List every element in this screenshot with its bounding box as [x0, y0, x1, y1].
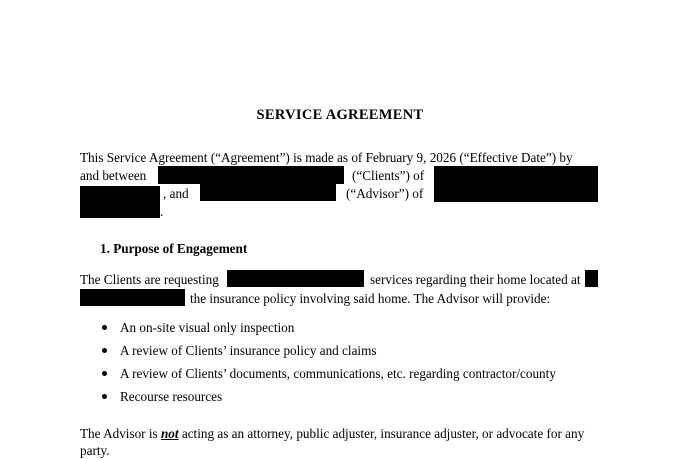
- redacted-home-address-cont: [80, 289, 185, 306]
- bullet-icon: [102, 394, 107, 399]
- purpose-text-part1: The Clients are requesting: [80, 272, 219, 287]
- intro-line-1: This Service Agreement (“Agreement”) is made as of February 9, 2026 (“Effective Date”) by: [80, 150, 573, 165]
- redacted-service-type: [227, 270, 364, 287]
- purpose-text-part2: services regarding their home located at: [370, 272, 581, 287]
- closing-line-2: party.: [80, 443, 110, 458]
- redacted-clients-address: [434, 166, 598, 202]
- intro-advisor-of: (“Advisor”) of: [346, 186, 424, 201]
- document-title: SERVICE AGREEMENT: [256, 107, 424, 123]
- intro-period: .: [160, 204, 164, 219]
- intro-and-between: and between: [80, 168, 147, 183]
- redacted-home-address: [585, 270, 598, 287]
- redacted-advisor-name: [200, 184, 336, 201]
- bullet-icon: [102, 325, 107, 330]
- closing-not-emphasis: not: [160, 426, 179, 441]
- intro-comma-and: , and: [163, 186, 189, 201]
- section-heading-purpose: 1. Purpose of Engagement: [100, 241, 248, 256]
- bullet-icon: [102, 348, 107, 353]
- purpose-text-part3: the insurance policy involving said home. The Advisor will provide:: [190, 291, 551, 306]
- closing-line-1: [80, 426, 584, 442]
- list-item-text: Recourse resources: [120, 389, 223, 404]
- bullet-icon: [102, 371, 107, 376]
- closing-suffix: acting as an attorney, public adjuster, insurance adjuster, or advocate for any: [181, 426, 585, 441]
- redacted-clients-name: [158, 166, 344, 184]
- intro-clients-of: (“Clients”) of: [352, 168, 425, 183]
- closing-prefix: The Advisor is: [80, 426, 158, 441]
- list-item-text: A review of Clients’ insurance policy and claims: [120, 343, 377, 358]
- redacted-clients-address-cont: [80, 186, 160, 218]
- list-item-text: A review of Clients’ documents, communications, etc. regarding contractor/county: [120, 366, 556, 381]
- list-item-text: An on-site visual only inspection: [120, 320, 295, 335]
